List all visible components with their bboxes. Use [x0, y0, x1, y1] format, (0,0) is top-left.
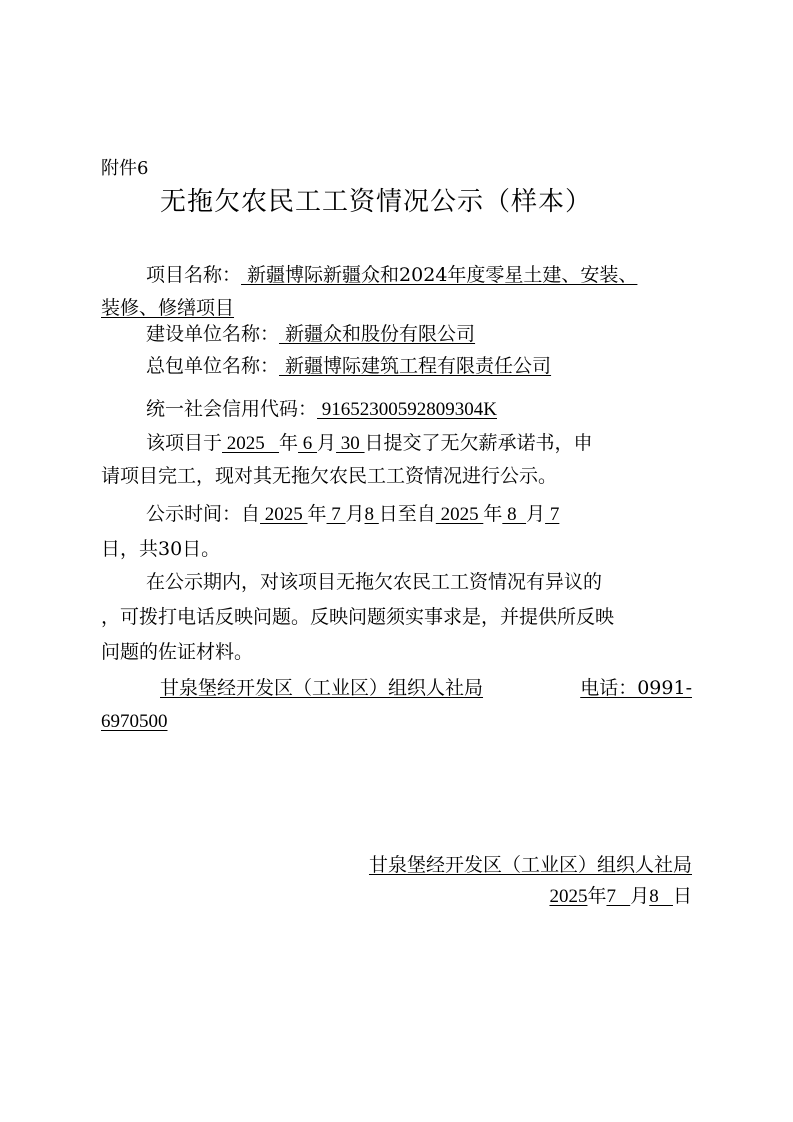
completion-day: 30	[336, 433, 365, 454]
objection-line-1: 在公示期内，对该项目无拖欠农民工工资情况有异议的	[146, 571, 603, 593]
signature-date	[549, 884, 692, 909]
day-char: 日	[672, 885, 692, 907]
contact-line-1	[160, 676, 483, 700]
month-char: 月	[630, 885, 650, 907]
project-name-line-2	[101, 296, 234, 320]
period-start-day: 8	[364, 504, 379, 525]
contractor-label: 总包单位名称：	[146, 355, 280, 377]
project-name-label: 项目名称：	[146, 264, 242, 286]
contractor-value: 新疆博际建筑工程有限责任公司	[279, 355, 552, 377]
project-name-value: 新疆博际新疆众和2024年度零星土建、安装、	[241, 264, 638, 286]
completion-line-2: 请项目完工，现对其无拖欠农民工工资情况进行公示。	[101, 465, 558, 487]
period-end-day: 7	[545, 504, 560, 525]
period-line-1	[146, 502, 559, 527]
signature-year: 2025	[549, 886, 588, 907]
objection-line-2: ，可拨打电话反映问题。反映问题须实事求是，并提供所反映	[101, 606, 615, 628]
period-end-month: 8	[502, 504, 527, 525]
contact-line-2	[101, 709, 168, 734]
completion-month: 6	[298, 433, 318, 454]
contact-phone: 电话：0991-	[580, 677, 692, 699]
year-char: 年	[587, 885, 607, 907]
completion-suffix: 日提交了无欠薪承诺书，申	[364, 432, 593, 454]
builder-line	[146, 322, 475, 346]
builder-value: 新疆众和股份有限公司	[279, 323, 476, 345]
month-char: 月	[317, 432, 337, 454]
signature-month: 7	[606, 886, 631, 907]
credit-code-value: 91652300592809304K	[317, 399, 497, 420]
contractor-line	[146, 354, 551, 378]
contact-bureau: 甘泉堡经开发区（工业区）组织人社局	[160, 677, 484, 699]
period-line-2: 日，共30日。	[101, 538, 221, 560]
period-to: 日至自	[378, 503, 436, 525]
period-end-year: 2025	[435, 504, 484, 525]
year-char: 年	[483, 503, 503, 525]
contact-phone-cont: 6970500	[101, 711, 168, 732]
builder-label: 建设单位名称：	[146, 323, 280, 345]
signature-day: 8	[649, 886, 673, 907]
completion-year: 2025	[222, 433, 280, 454]
credit-code-label: 统一社会信用代码：	[146, 398, 318, 420]
period-start-year: 2025	[260, 504, 308, 525]
project-name-line-1	[146, 263, 637, 287]
annex-label: 附件6	[101, 158, 149, 179]
year-char: 年	[279, 432, 299, 454]
year-char: 年	[307, 503, 327, 525]
credit-code-line	[146, 397, 497, 422]
period-start-month: 7	[326, 504, 346, 525]
objection-line-3: 问题的佐证材料。	[101, 641, 254, 663]
signature-org-text: 甘泉堡经开发区（工业区）组织人社局	[368, 854, 692, 876]
document-title: 无拖欠农民工工资情况公示（样本）	[160, 187, 593, 217]
month-char: 月	[526, 503, 546, 525]
project-name-value-cont: 装修、修缮项目	[101, 297, 235, 319]
contact-phone-line-1	[580, 676, 692, 700]
period-label: 公示时间：自	[146, 503, 261, 525]
completion-prefix: 该项目于	[146, 432, 223, 454]
completion-line-1	[146, 431, 593, 456]
signature-org	[369, 853, 692, 877]
month-char: 月	[345, 503, 365, 525]
